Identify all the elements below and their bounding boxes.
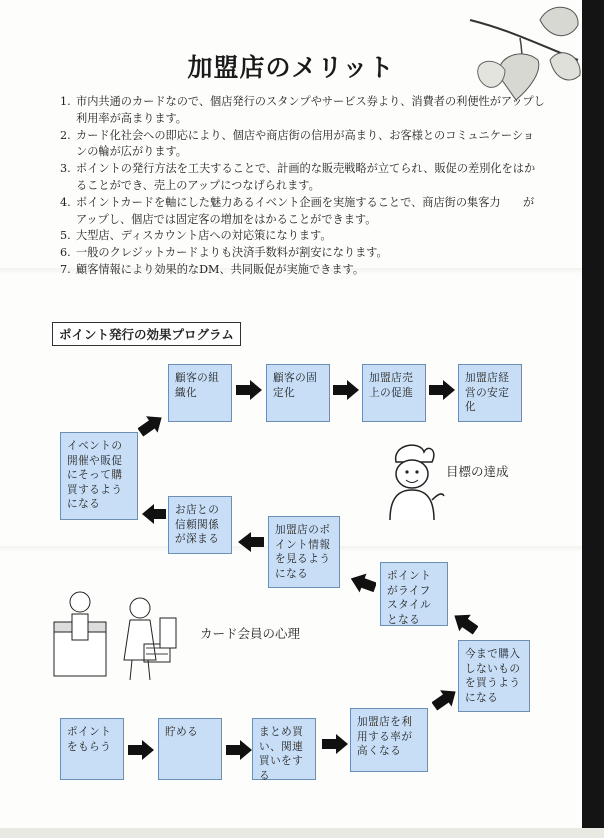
flow-box-event-purchase: イベントの開催や販促にそって購買するようになる: [60, 432, 138, 520]
merit-item: [60, 262, 545, 279]
merit-number: 6.: [60, 246, 71, 260]
page-edge-shadow: [582, 0, 604, 838]
merit-text: ポイントカードを軸にした魅力あるイベント企画を実施することで、商店街の集客力 がアップし、個店では固定客の増加をはかることができます。: [76, 195, 535, 226]
flow-arrow-left: [142, 504, 166, 524]
program-section-title: ポイント発行の効果プログラム: [52, 322, 241, 346]
flow-arrow-right: [333, 380, 359, 400]
merit-number: 2.: [60, 128, 71, 142]
flow-box-customer-retention: 顧客の固定化: [266, 364, 330, 422]
merit-item: [60, 228, 545, 245]
merit-item: [60, 161, 545, 195]
merit-list: [60, 94, 545, 279]
merit-number: 1.: [60, 95, 71, 108]
flow-arrow-right: [226, 740, 252, 760]
merit-item: [60, 195, 545, 229]
merit-text: ポイントの発行方法を工夫することで、計画的な販売戦略が立てられ、販促の差別化をはかることができ、売上のアップにつなげられます。: [76, 162, 536, 192]
merit-text: 一般のクレジットカードよりも決済手数料が割安になります。: [76, 246, 388, 260]
merit-number: 3.: [60, 162, 71, 176]
flow-arrow-up-left: [452, 610, 478, 636]
psychology-label: カード会員の心理: [200, 626, 301, 641]
page-bottom-edge: [0, 828, 604, 838]
page-title: 加盟店のメリット: [187, 53, 395, 82]
flow-arrow-up-left: [350, 572, 376, 594]
merit-number: 7.: [60, 262, 71, 276]
merit-text: 市内共通のカードなので、個店発行のスタンプやサービス券より、消費者の利便性がアップし利用率が高まります。: [76, 95, 545, 125]
chef-illustration: [376, 440, 446, 522]
merit-item: [60, 128, 545, 162]
flow-box-sales-promotion: 加盟店売上の促進: [362, 364, 426, 422]
merit-text: 大型店、ディスカウント店への対応策になります。: [76, 229, 332, 243]
flow-box-point-info: 加盟店のポイント情報を見るようになる: [268, 516, 340, 588]
flow-box-receive-points: ポイントをもらう: [60, 718, 124, 780]
flow-arrow-right: [429, 380, 455, 400]
flow-arrow-right: [322, 734, 348, 754]
flow-arrow-left: [238, 532, 264, 552]
flow-arrow-up-right: [138, 412, 164, 438]
merit-number: 5.: [60, 229, 71, 243]
flow-box-usage-rate: 加盟店を利用する率が高くなる: [350, 708, 428, 772]
flow-box-trust: お店との信頼関係が深まる: [168, 496, 232, 554]
flow-box-lifestyle: ポイントがライフスタイルとなる: [380, 562, 448, 626]
flow-box-bulk-buying: まとめ買い、関連買いをする: [252, 718, 316, 780]
shoppers-illustration: [52, 588, 180, 684]
merit-item: [60, 245, 545, 262]
merit-item: [60, 94, 545, 128]
flow-arrow-right: [128, 740, 154, 760]
goal-label: 目標の達成: [446, 464, 509, 479]
flow-box-save-points: 貯める: [158, 718, 222, 780]
flow-box-new-purchases: 今まで購入しないものを買うようになる: [458, 640, 530, 712]
merit-text: 顧客情報により効果的なDM、共同販促が実施できます。: [76, 262, 365, 276]
merit-number: 4.: [60, 195, 71, 209]
flow-arrow-right: [236, 380, 262, 400]
flow-box-management-stability: 加盟店経営の安定化: [458, 364, 522, 422]
flow-box-customer-organization: 顧客の組織化: [168, 364, 232, 422]
merit-text: カード化社会への即応により、個店や商店街の信用が高まり、お客様とのコミュニケーションの輪が広がります。: [76, 128, 535, 159]
flow-arrow-up-right: [432, 686, 458, 712]
